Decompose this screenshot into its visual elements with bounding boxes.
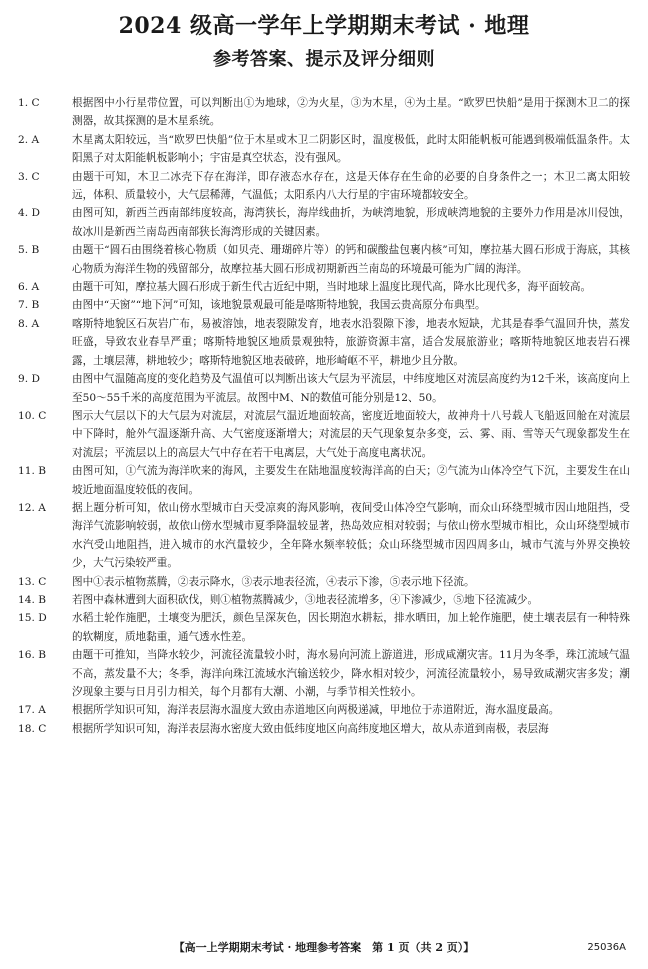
answer-number: 18. C xyxy=(18,722,47,735)
answer-number: 2. A xyxy=(18,133,40,146)
answer-number: 9. D xyxy=(18,373,40,386)
answer-item xyxy=(18,296,630,314)
answer-explanation: 图示大气层以下的大气层为对流层，对流层气温近地面较高，密度近地面较大，故神舟十八号载人飞船返回舱在对流层中下降时，舱外气温逐渐升高、大气密度逐渐增大；对流层的天气现象复杂多变，云、雾、雨、雪等天气现象都发生在对流层；平流层以上的高层大气中存在若干电离层，大气处于高度电离状况。 xyxy=(72,409,630,459)
answer-explanation: 由图可知，新西兰西南部纬度较高，海湾狭长，海岸线曲折，为峡湾地貌，形成峡湾地貌的主要外力作用是冰川侵蚀，故冰川是新西兰南岛西南部狭长海湾形成的关键因素。 xyxy=(72,207,630,238)
answer-item xyxy=(18,701,630,719)
answer-explanation: 若图中森林遭到大面积砍伐，则①植物蒸腾减少，③地表径流增多，④下渗减少，⑤地下径流减少。 xyxy=(72,593,539,606)
answer-number: 14. B xyxy=(18,593,46,606)
answer-item xyxy=(18,609,630,646)
answer-item xyxy=(18,407,630,462)
answer-explanation: 由题干“圆石由围绕着核心物质（如贝壳、珊瑚碎片等）的钙和碳酸盐包裹内核”可知，摩拉基大圆石形成于海底，其核心物质为海洋生物的残留部分，故摩拉基大圆石形成初期新西兰南岛的环境最可能为广阔的海洋。 xyxy=(72,244,630,275)
page-subtitle: 参考答案、提示及评分细则 xyxy=(213,49,435,70)
answer-number: 16. B xyxy=(18,649,46,662)
answer-number: 8. A xyxy=(18,317,40,330)
answer-number: 3. C xyxy=(18,170,40,183)
answer-item xyxy=(18,241,630,278)
answer-item xyxy=(18,591,630,609)
answer-number: 6. A xyxy=(18,281,40,294)
answer-number: 1. C xyxy=(18,97,40,109)
answer-number: 11. B xyxy=(18,465,46,478)
answer-item xyxy=(18,462,630,499)
answer-explanation: 图中①表示植物蒸腾，②表示降水，③表示地表径流，④表示下渗，⑤表示地下径流。 xyxy=(72,575,475,588)
answer-explanation: 由图可知，①气流为海洋吹来的海风，主要发生在陆地温度较海洋高的白天；②气流为山体冷空气下沉，主要发生在山坡近地面温度较低的夜间。 xyxy=(72,465,630,496)
answer-number: 5. B xyxy=(18,244,40,257)
answer-item xyxy=(18,646,630,701)
answer-list xyxy=(18,94,630,738)
answer-number: 13. C xyxy=(18,575,47,588)
answer-number: 4. D xyxy=(18,207,40,220)
answer-number: 7. B xyxy=(18,299,40,312)
answer-item xyxy=(18,370,630,407)
answer-item xyxy=(18,315,630,370)
footer-page-info: 【高一上学期期末考试 · 地理参考答案 第 1 页（共 2 页）】 xyxy=(173,941,475,954)
answer-item xyxy=(18,278,630,296)
answer-item xyxy=(18,499,630,573)
answer-explanation: 根据图中小行星带位置，可以判断出①为地球，②为火星，③为木星，④为土星。“欧罗巴快船”是用于探测木卫二的探测器，故其探测的是木星系统。 xyxy=(72,97,630,128)
answer-explanation: 由题干可推知，当降水较少，河流径流量较小时，海水易向河流上游道进，形成咸潮灾害。11月为冬季，珠江流域气温不高，蒸发量不大；冬季，海洋向珠江流域水汽输送较少，降水相对较少，河流径流量较小，易导致咸潮灾害多发；潮汐现象主要与日月引力相关，每个月都有大潮、小潮，与季节相关性较小。 xyxy=(72,649,630,698)
answer-number: 12. A xyxy=(18,501,46,514)
page-footer xyxy=(0,939,648,957)
answer-explanation: 由图中“天窗”“地下河”可知，该地貌景观最可能是喀斯特地貌，我国云贵高原分布典型。 xyxy=(72,299,486,312)
answer-item xyxy=(18,168,630,205)
footer-exam-code: 25036A xyxy=(587,942,626,953)
answer-explanation: 由题干可知，摩拉基大圆石形成于新生代古近纪中期，当时地球上温度比现代高，降水比现代多，海平面较高。 xyxy=(72,281,592,294)
answer-item xyxy=(18,94,630,131)
answer-number: 15. D xyxy=(18,612,47,625)
answer-explanation: 喀斯特地貌区石灰岩广布，易被溶蚀，地表裂隙发育，地表水沿裂隙下渗，地表水短缺，尤其是春季气温回升快，蒸发旺盛，导致农业春旱严重；喀斯特地貌区地质景观独特，旅游资源丰富，适合发展旅游业；喀斯特地貌区地表岩石裸露，土壤层薄，耕地较少；喀斯特地貌区地表破碎，地形崎岖不平，耕地少且分散。 xyxy=(72,317,630,367)
answer-number: 10. C xyxy=(18,409,47,422)
answer-explanation: 木星离太阳较远，当“欧罗巴快船”位于木星或木卫二阴影区时，温度极低，此时太阳能帆板可能遇到极端低温条件。太阳黑子对太阳能帆板影响小；宇宙是真空状态，没有强风。 xyxy=(72,133,630,165)
answer-explanation: 根据所学知识可知，海洋表层海水温度大致由赤道地区向两极递减，甲地位于赤道附近，海水温度最高。 xyxy=(72,704,560,717)
answer-explanation: 根据所学知识可知，海洋表层海水密度大致由低纬度地区向高纬度地区增大，故从赤道到南极，表层海 xyxy=(72,722,549,735)
answer-explanation: 由图中气温随高度的变化趋势及气温值可以判断出该大气层为平流层，中纬度地区对流层高度约为12千米，该高度向上至50～55千米的高度范围为平流层。故图中M、N的数值可能分别是12、50。 xyxy=(72,373,630,404)
answer-item xyxy=(18,720,630,738)
answer-explanation: 据上题分析可知，依山傍水型城市白天受凉爽的海风影响，夜间受山体冷空气影响，而众山环绕型城市因山地阻挡，受海洋气流影响较弱，故依山傍水型城市夏季降温较显著，热岛效应相对较弱；与依山傍水型城市相比，众山环绕型城市水汽受山地阻挡，进入城市的水汽量较少，全年降水频率较低；众山环绕型城市因四周多山，城市气流与外界交换较少，大气污染较严重。 xyxy=(72,501,630,570)
page-title: 2024 级高一学年上学期期末考试 · 地理 xyxy=(118,13,530,39)
answer-explanation: 由题干可知，木卫二冰壳下存在海洋，即存液态水存在，这是天体存在生命的必要的自身条件之一；木卫二离太阳较远，体积、质量较小，大气层稀薄，气温低；太阳系内八大行星的宇宙环境都较安全。 xyxy=(72,170,630,202)
answer-item xyxy=(18,204,630,241)
answer-explanation: 水稻土轮作施肥，土壤变为肥沃，颜色呈深灰色，因长期泡水耕耘，排水晒田，加上轮作施肥，使土壤表层有一种特殊的软糊度，质地黏重，通气透水性差。 xyxy=(72,612,630,643)
answer-item xyxy=(18,131,630,168)
answer-number: 17. A xyxy=(18,704,46,717)
answer-item xyxy=(18,573,630,591)
